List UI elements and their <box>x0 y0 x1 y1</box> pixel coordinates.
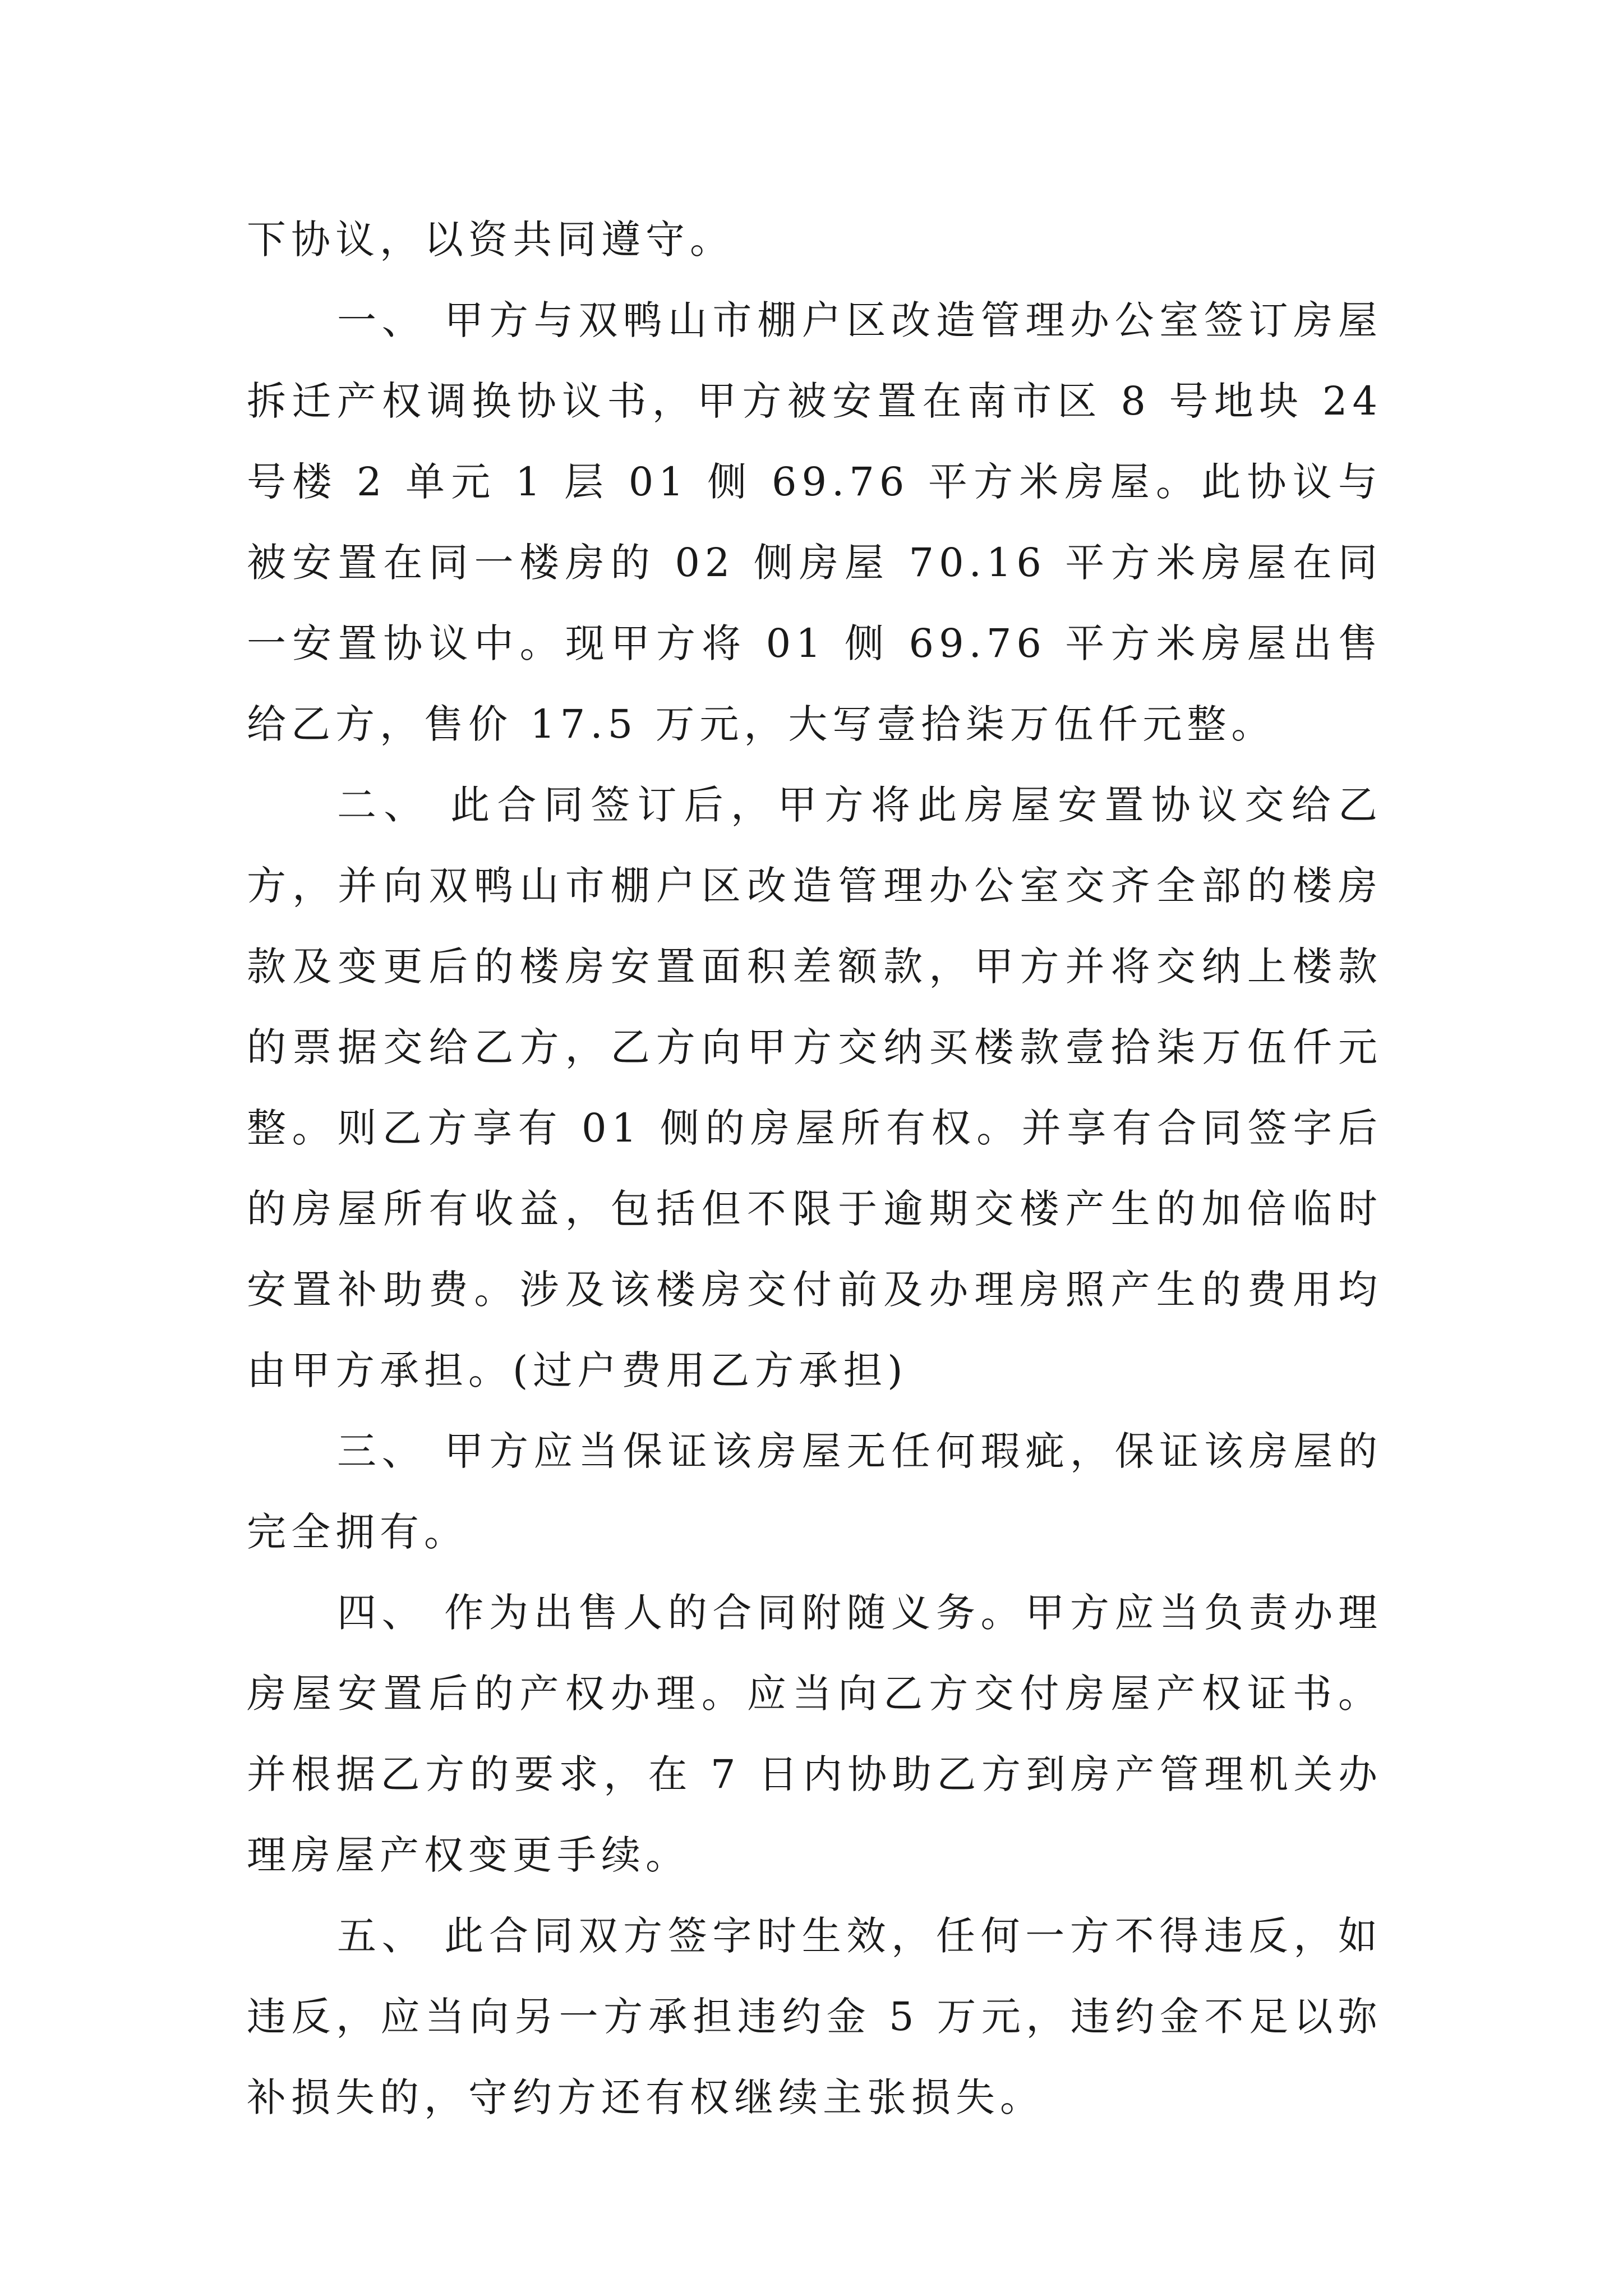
paragraph-clause-1: 一、 甲方与双鸭山市棚户区改造管理办公室签订房屋拆迁产权调换协议书，甲方被安置在南市区 8 号地块 24 号楼 2 单元 1 层 01 侧 69.76 平方米房屋。此协议与被安置在同一楼房的 02 侧房屋 70.16 平方米房屋在同一安置协议中。现甲方将 01 侧 69.76 平方米房屋出售给乙方，售价 17.5 万元，大写壹拾柒万伍仟元整。 <box>247 297 1382 747</box>
paragraph-intro-tail: 下协议，以资共同遵守。 <box>247 217 734 263</box>
document-body <box>247 199 1382 2138</box>
paragraph-clause-2: 二、 此合同签订后，甲方将此房屋安置协议交给乙方，并向双鸭山市棚户区改造管理办公室交齐全部的楼房款及变更后的楼房安置面积差额款，甲方并将交纳上楼款的票据交给乙方，乙方向甲方交纳买楼款壹拾柒万伍仟元整。则乙方享有 01 侧的房屋所有权。并享有合同签字后的房屋所有收益，包括但不限于逾期交楼产生的加倍临时安置补助费。涉及该楼房交付前及办理房照产生的费用均由甲方承担。(过户费用乙方承担) <box>247 782 1382 1393</box>
paragraph-clause-3: 三、 甲方应当保证该房屋无任何瑕疵，保证该房屋的完全拥有。 <box>247 1428 1382 1555</box>
paragraph-clause-5: 五、 此合同双方签字时生效，任何一方不得违反，如违反，应当向另一方承担违约金 5 万元，违约金不足以弥补损失的，守约方还有权继续主张损失。 <box>247 1913 1382 2120</box>
paragraph-clause-4: 四、 作为出售人的合同附随义务。甲方应当负责办理房屋安置后的产权办理。应当向乙方交付房屋产权证书。并根据乙方的要求，在 7 日内协助乙方到房产管理机关办理房屋产权变更手续。 <box>247 1590 1382 1878</box>
